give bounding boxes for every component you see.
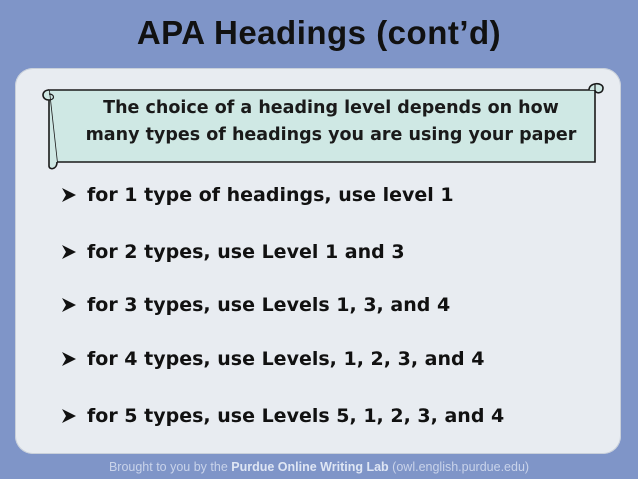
bullet-item-2	[60, 241, 405, 263]
bullet-text: for 2 types, use Level 1 and 3	[87, 241, 405, 263]
scroll-banner-text	[58, 95, 604, 157]
bullet-item-3	[60, 294, 450, 316]
arrow-bullet-icon	[60, 351, 78, 367]
bullet-item-1	[60, 184, 454, 206]
bullet-text: for 1 type of headings, use level 1	[87, 184, 454, 206]
bullet-item-4	[60, 348, 484, 370]
bullet-item-5	[60, 405, 504, 427]
arrow-bullet-icon	[60, 244, 78, 260]
bullet-text: for 3 types, use Levels 1, 3, and 4	[87, 294, 451, 316]
arrow-bullet-icon	[60, 408, 78, 424]
arrow-bullet-icon	[60, 297, 78, 313]
bullet-text: for 4 types, use Levels, 1, 2, 3, and 4	[87, 348, 485, 370]
banner-line-1: The choice of a heading level depends on how	[103, 98, 559, 118]
footer-prefix: Brought to you by the	[108, 460, 228, 474]
arrow-bullet-icon	[60, 187, 78, 203]
slide-title: APA Headings (cont’d)	[136, 14, 502, 51]
bullet-text: for 5 types, use Levels 5, 1, 2, 3, and 4	[87, 405, 505, 427]
footer-org: Purdue Online Writing Lab	[231, 460, 389, 474]
banner-line-2: many types of headings you are using your paper	[85, 125, 577, 145]
footer-credit	[0, 455, 638, 479]
footer-url: (owl.english.purdue.edu)	[392, 460, 530, 474]
